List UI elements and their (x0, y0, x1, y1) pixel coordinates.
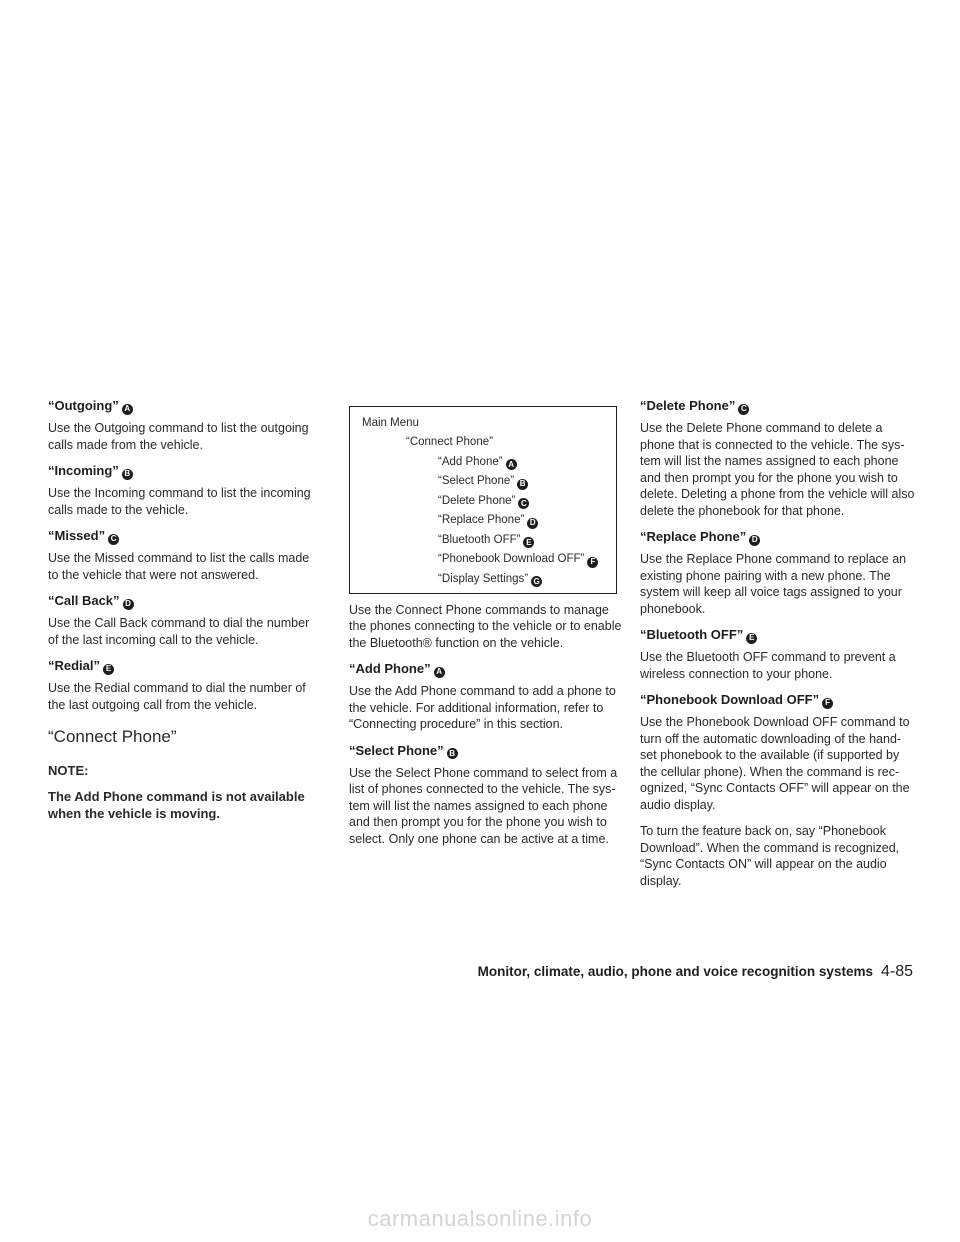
page-number: 4-85 (880, 963, 913, 980)
callout-badge-b: B (122, 469, 133, 480)
bluetooth-off-text: Use the Bluetooth OFF command to prevent a wireless connection to your phone. (640, 650, 896, 681)
callout-badge-e: E (103, 664, 114, 675)
select-phone-text: Use the Select Phone command to select from a list of phones connected to the vehicle. The sys- tem will list the names assigned to each phone and then prompt you for the phone you wish to select. Only one phone can be active at a time. (349, 765, 618, 846)
delete-phone-heading: “Delete Phone” C (640, 398, 915, 414)
redial-heading: “Redial” E (48, 658, 323, 674)
callout-badge-a: A (506, 459, 517, 470)
missed-heading: “Missed” C (48, 528, 323, 544)
page-footer (478, 963, 913, 981)
add-phone-text: Use the Add Phone command to add a phone to the vehicle. For additional information, refer to “Connecting procedure” in this section. (349, 684, 616, 731)
callback-heading: “Call Back” D (48, 593, 323, 609)
phonebook-download-on-text: To turn the feature back on, say “Phonebook Download”. When the command is recognized, “Sync Contacts ON” will appear on the audio display. (640, 824, 900, 888)
menu-item: “Replace Phone” D (362, 511, 610, 531)
watermark: carmanualsonline.info (367, 1206, 593, 1231)
callout-badge-c: C (738, 404, 749, 415)
menu-tree-box (349, 406, 617, 594)
delete-phone-text: Use the Delete Phone command to delete a phone that is connected to the vehicle. The sys- tem will list the names assigned to each phone and then prompt you for the phone you wish to delete. Deleting a phone from the vehicle will also delete the phonebook for that phone. (640, 421, 915, 518)
phonebook-download-off-text: Use the Phonebook Download OFF command to turn off the automatic downloading of the hand- set phonebook to the available (if supported by the cellular phone). When the command is rec- ognized, “Sync Contacts OFF” will appear on the audio display. (640, 715, 910, 812)
callout-badge-b: B (517, 479, 528, 490)
callout-badge-f: F (587, 557, 598, 568)
outgoing-heading: “Outgoing” A (48, 398, 323, 414)
callout-badge-a: A (122, 404, 133, 415)
callout-badge-d: D (527, 518, 538, 529)
section-title: “Connect Phone” (48, 727, 177, 746)
menu-item: “Select Phone” B (362, 472, 610, 492)
left-column (48, 398, 323, 822)
phonebook-download-off-heading: “Phonebook Download OFF” F (640, 692, 915, 708)
redial-text: Use the Redial command to dial the number of the last outgoing call from the vehicle. (48, 681, 306, 712)
note-text: The Add Phone command is not available when the vehicle is moving. (48, 789, 305, 821)
callout-badge-d: D (749, 535, 760, 546)
right-column (640, 398, 915, 899)
callout-badge-b: B (447, 748, 458, 759)
connect-intro-text: Use the Connect Phone commands to manage the phones connecting to the vehicle or to enable the Bluetooth® function on the vehicle. (349, 602, 622, 650)
replace-phone-heading: “Replace Phone” D (640, 529, 915, 545)
callout-badge-c: C (518, 498, 529, 509)
incoming-heading: “Incoming” B (48, 463, 323, 479)
callback-text: Use the Call Back command to dial the number of the last incoming call to the vehicle. (48, 616, 310, 647)
menu-root: Main Menu (362, 416, 419, 429)
outgoing-text: Use the Outgoing command to list the outgoing calls made from the vehicle. (48, 421, 309, 452)
callout-badge-f: F (822, 698, 833, 709)
callout-badge-d: D (123, 599, 134, 610)
select-phone-heading: “Select Phone” B (349, 743, 624, 759)
callout-badge-e: E (523, 537, 534, 548)
middle-column (349, 398, 624, 857)
callout-badge-c: C (108, 534, 119, 545)
footer-section-title: Monitor, climate, audio, phone and voice recognition systems (477, 964, 873, 979)
replace-phone-text: Use the Replace Phone command to replace an existing phone pairing with a new phone. The system will keep all voice tags assigned to your phonebook. (640, 552, 907, 616)
menu-submenu: “Connect Phone” (406, 436, 493, 449)
bluetooth-off-heading: “Bluetooth OFF” E (640, 627, 915, 643)
menu-item: “Phonebook Download OFF” F (362, 550, 610, 570)
menu-item: “Display Settings” G (362, 569, 610, 589)
add-phone-heading: “Add Phone” A (349, 661, 624, 677)
missed-text: Use the Missed command to list the calls made to the vehicle that were not answered. (48, 551, 310, 582)
note-title: NOTE: (48, 763, 89, 778)
callout-badge-g: G (531, 576, 542, 587)
callout-badge-e: E (746, 633, 757, 644)
menu-item: “Bluetooth OFF” E (362, 530, 610, 550)
callout-badge-a: A (434, 667, 445, 678)
menu-item: “Add Phone” A (362, 452, 610, 472)
menu-item: “Delete Phone” C (362, 491, 610, 511)
incoming-text: Use the Incoming command to list the incoming calls made to the vehicle. (48, 486, 311, 517)
